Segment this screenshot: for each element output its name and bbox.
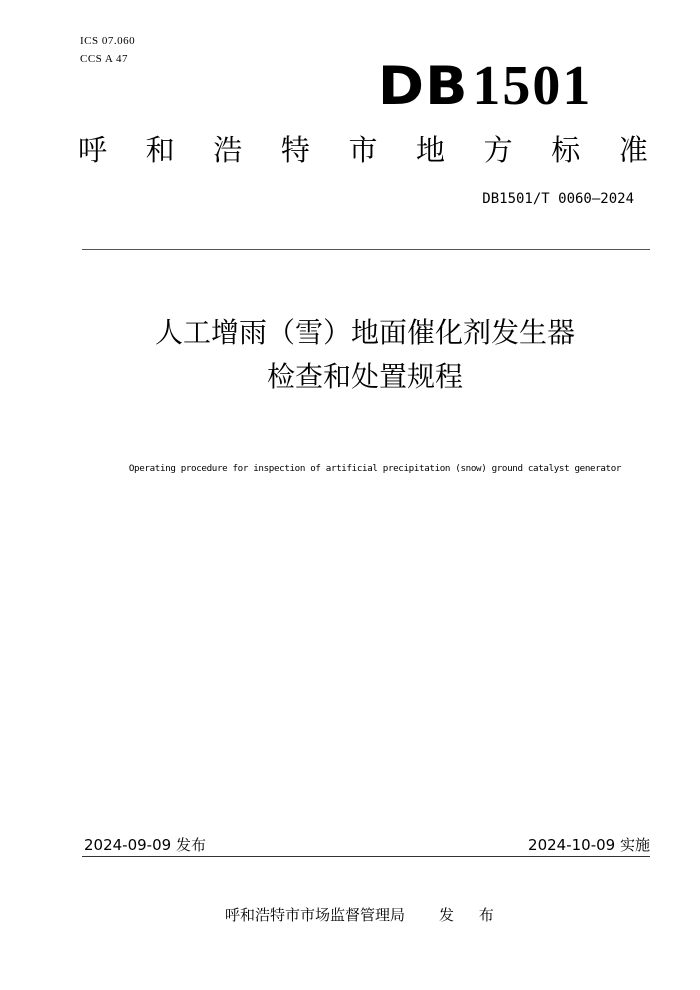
standard-type-char: 方 <box>483 133 513 167</box>
chinese-title-line2: 检查和处置规程 <box>266 360 463 393</box>
standard-type-char: 呼 <box>78 133 108 167</box>
bottom-divider <box>82 856 650 857</box>
implement-date: 2024-10-09 实施 <box>528 836 650 854</box>
standard-type-char: 浩 <box>213 133 243 167</box>
chinese-title-line1: 人工增雨（雪）地面催化剂发生器 <box>154 316 575 349</box>
standard-type-char: 特 <box>280 133 310 167</box>
ics-code: ICS 07.060 <box>80 35 136 47</box>
english-title: Operating procedure for inspection of artificial precipitation (snow) ground catalyst generator <box>128 463 622 474</box>
publish-date: 2024-09-09 发布 <box>84 836 206 854</box>
standard-type-char: 标 <box>551 133 581 167</box>
issuer-name: 呼和浩特市市场监督管理局 <box>225 906 406 924</box>
standard-type-char: 地 <box>416 133 446 167</box>
db-number: 1501 <box>472 55 593 117</box>
standard-type-char: 和 <box>145 133 175 167</box>
standard-type-char: 准 <box>618 133 648 167</box>
top-divider <box>82 249 650 250</box>
standard-number: DB1501/T 0060—2024 <box>482 191 634 207</box>
ccs-code: CCS A 47 <box>80 53 129 65</box>
issuer-line <box>225 904 504 925</box>
standard-type-title <box>78 133 648 168</box>
db-prefix: DB <box>377 56 469 117</box>
db-code-logo <box>377 55 593 117</box>
issuer-action: 发 布 <box>439 906 504 924</box>
standard-type-char: 市 <box>348 133 378 167</box>
